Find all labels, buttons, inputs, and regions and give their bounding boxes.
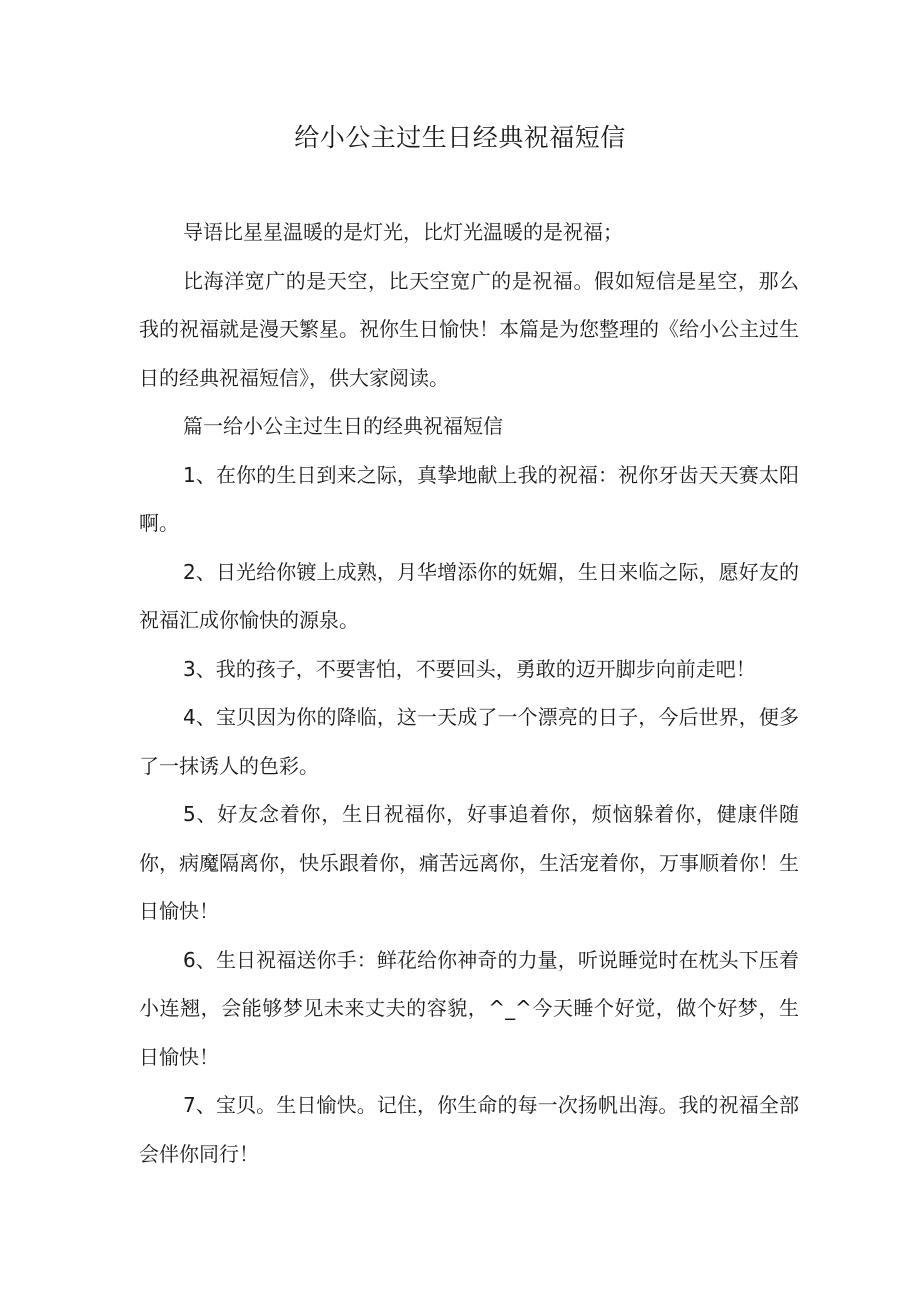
paragraph-intro: 导语比星星温暖的是灯光，比灯光温暖的是祝福；: [183, 220, 623, 244]
list-item: 6、生日祝福送你手：鲜花给你神奇的力量，听说睡觉时在枕头下压着小连翘，会能够梦见未来丈夫的容貌，^_^今天睡个好觉，做个好梦，生日愉快！: [139, 947, 799, 1069]
list-item: 2、日光给你镀上成熟，月华增添你的妩媚，生日来临之际，愿好友的祝福汇成你愉快的源泉。: [139, 559, 799, 632]
paragraph-preface: 比海洋宽广的是天空，比天空宽广的是祝福。假如短信是星空，那么我的祝福就是漫天繁星。祝你生日愉快！本篇是为您整理的《给小公主过生日的经典祝福短信》，供大家阅读。: [139, 268, 799, 390]
list-item: 4、宝贝因为你的降临，这一天成了一个漂亮的日子，今后世界，便多了一抹诱人的色彩。: [139, 705, 799, 778]
document-title: 给小公主过生日经典祝福短信: [294, 123, 626, 152]
list-item: 7、宝贝。生日愉快。记住，你生命的每一次扬帆出海。我的祝福全部会伴你同行！: [139, 1093, 799, 1166]
list-item: 1、在你的生日到来之际，真挚地献上我的祝福：祝你牙齿天天赛太阳啊。: [139, 462, 799, 535]
list-item: 3、我的孩子，不要害怕，不要回头，勇敢的迈开脚步向前走吧！: [183, 656, 756, 681]
document-body: [139, 208, 799, 1178]
section-heading: 篇一给小公主过生日的经典祝福短信: [183, 414, 503, 438]
list-item: 5、好友念着你，生日祝福你，好事追着你，烦恼躲着你，健康伴随你，病魔隔离你，快乐跟着你，痛苦远离你，生活宠着你，万事顺着你！生日愉快！: [139, 802, 799, 923]
